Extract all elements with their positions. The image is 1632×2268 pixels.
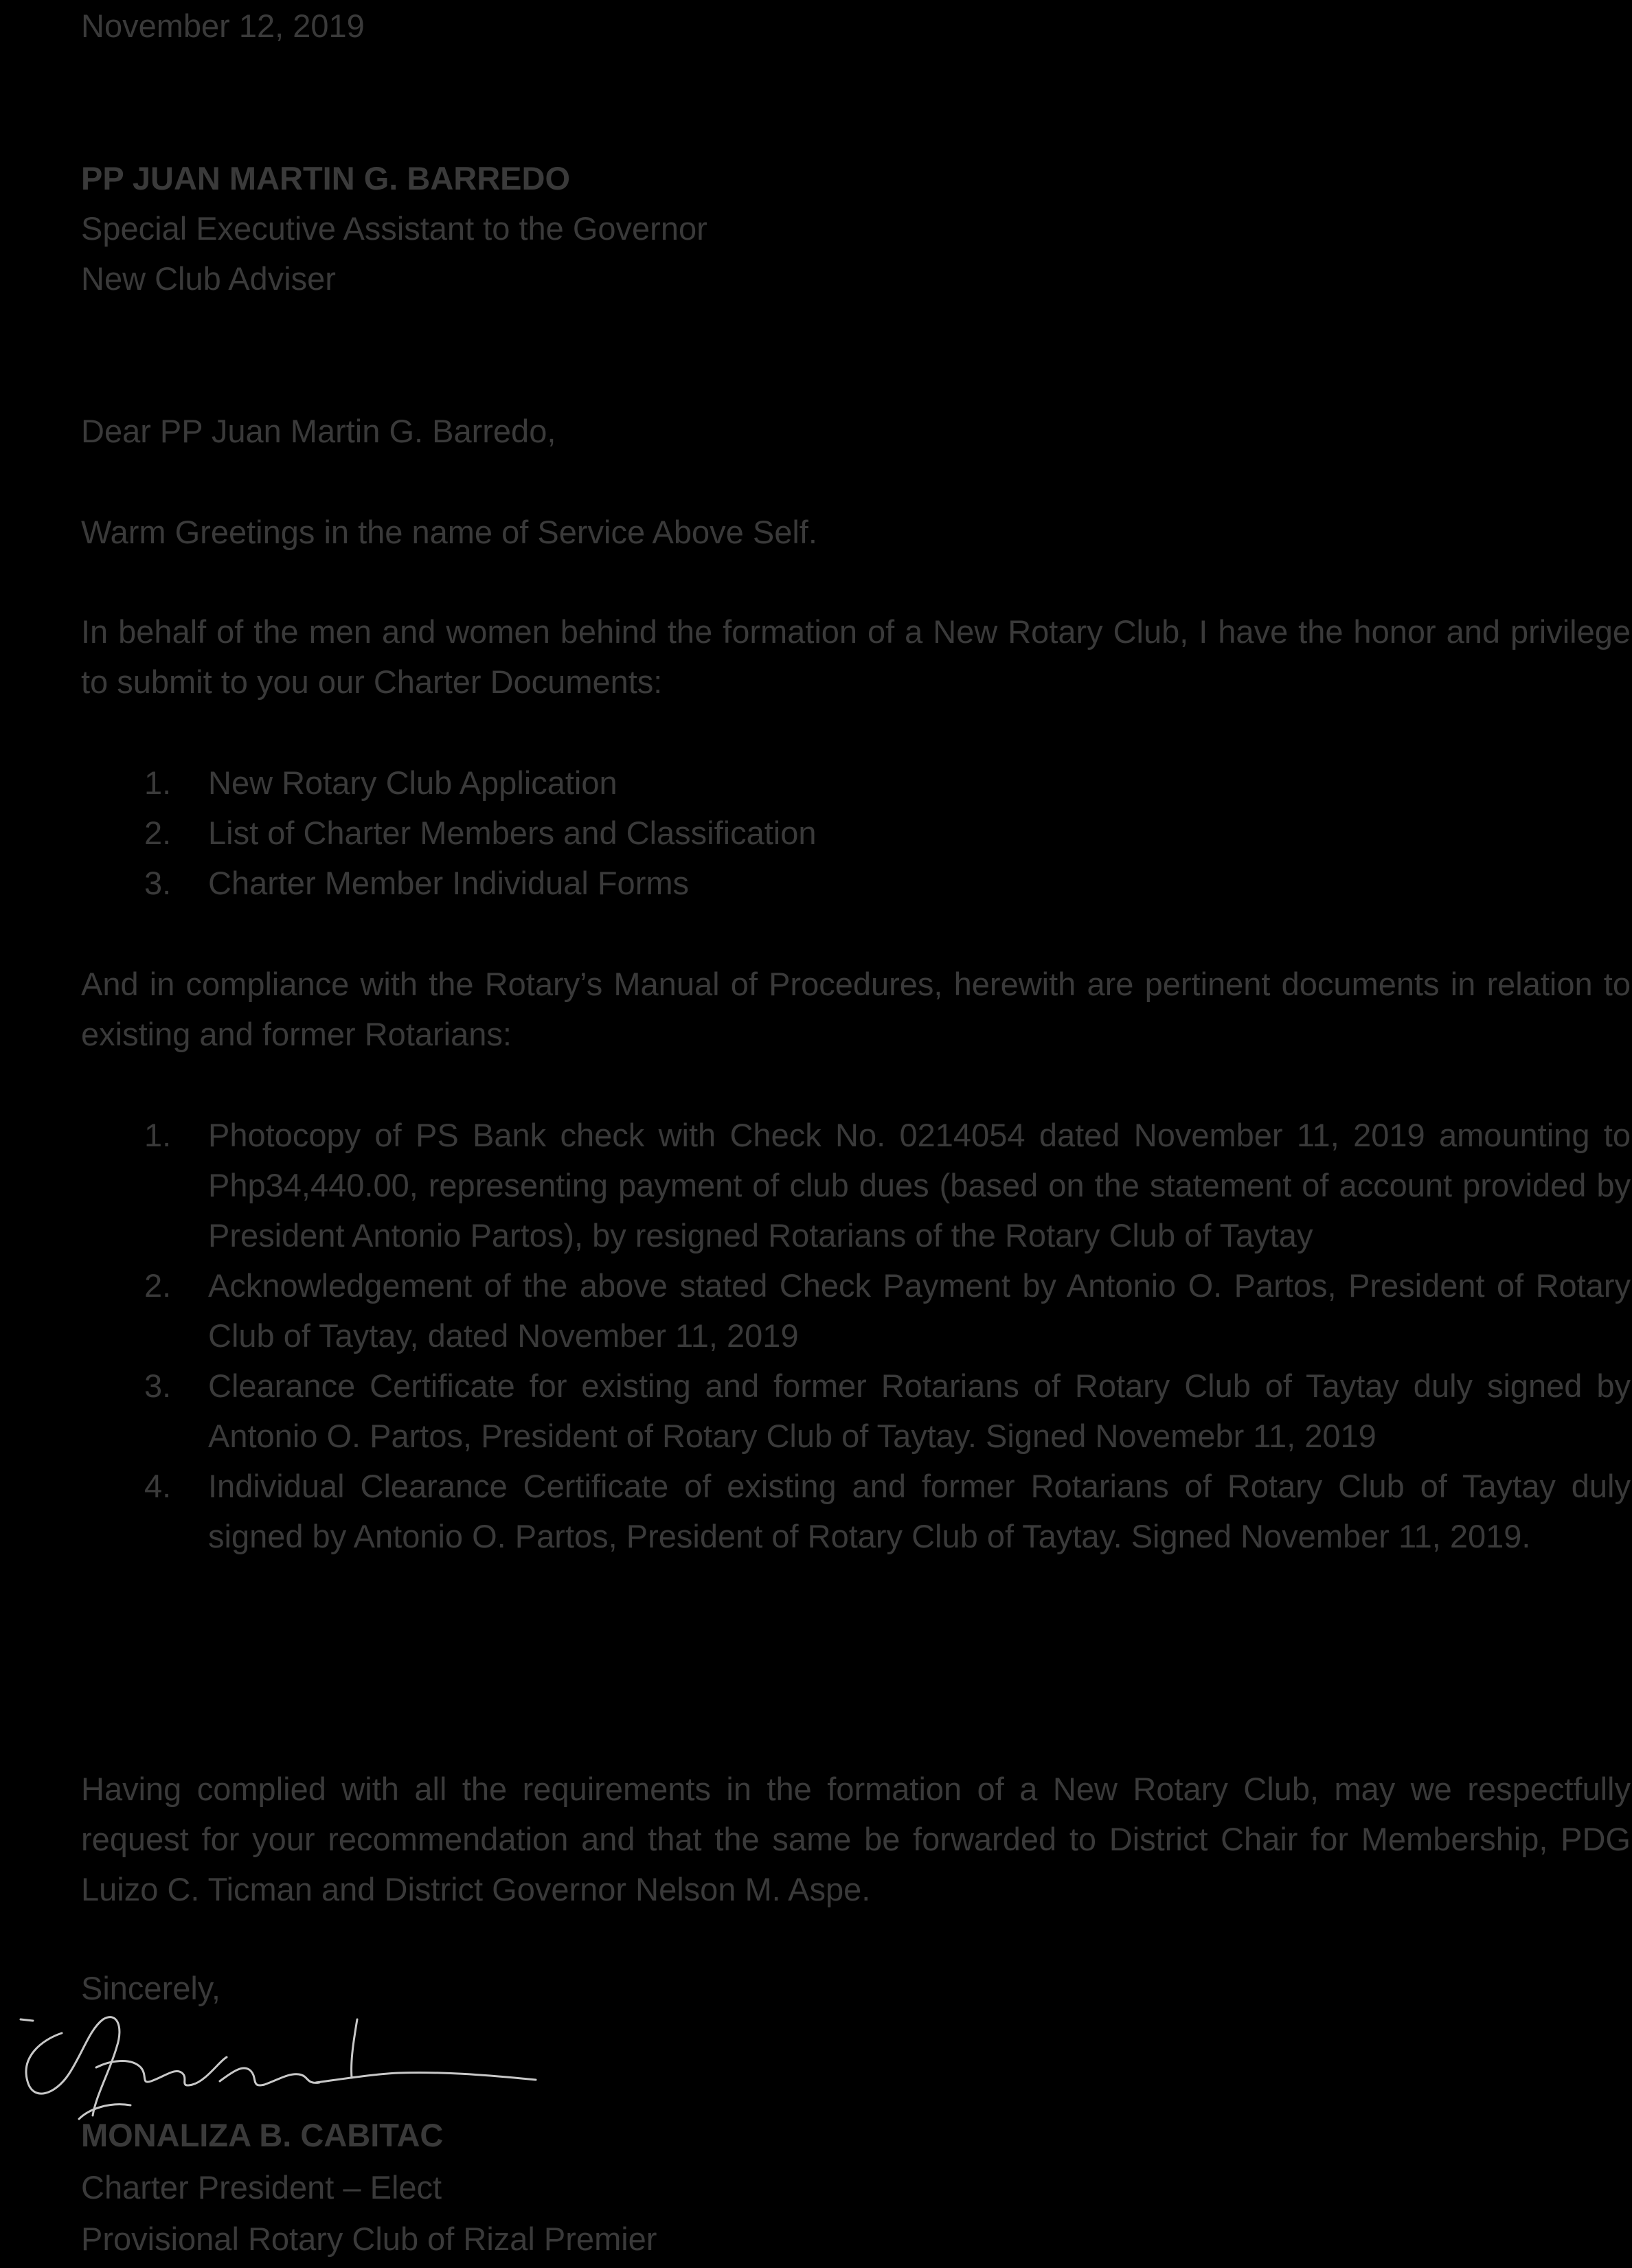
- valediction: Sincerely,: [81, 1970, 220, 2006]
- signatory-title: Charter President – Elect: [81, 2169, 442, 2205]
- signatory-organization: Provisional Rotary Club of Rizal Premier: [81, 2221, 657, 2257]
- list-item: 4. Individual Clearance Certificate of existing and former Rotarians of Rotary Club of Taytay duly signed by Antonio O. Partos, President of Rotary Club of Taytay. Signed November 11, 2019.: [144, 1468, 1631, 1554]
- letter-date: November 12, 2019: [81, 8, 365, 44]
- list-item: 3. Clearance Certificate for existing and former Rotarians of Rotary Club of Taytay duly signed by Antonio O. Partos, President of Rotary Club of Taytay. Signed Novemebr 11, 2019: [144, 1368, 1631, 1454]
- pertinent-documents-list: [81, 1110, 1631, 1561]
- recipient-role: New Club Adviser: [81, 260, 336, 297]
- recipient-name: PP JUAN MARTIN G. BARREDO: [81, 160, 571, 196]
- signatory-name: MONALIZA B. CABITAC: [81, 2117, 444, 2153]
- closing-paragraph: Having complied with all the requirements in the formation of a New Rotary Club, may we respectfully request for your recommendation and that the same be forwarded to District Chair for Membership, PDG Luizo C. Ticman and District Governor Nelson M. Aspe.: [81, 1771, 1631, 1907]
- recipient-title: Special Executive Assistant to the Governor: [81, 210, 707, 247]
- salutation: Dear PP Juan Martin G. Barredo,: [81, 413, 556, 449]
- list-item: 1. New Rotary Club Application: [144, 764, 617, 801]
- list-item: 2. Acknowledgement of the above stated Check Payment by Antonio O. Partos, President of Rotary Club of Taytay, dated November 11, 2019: [144, 1267, 1631, 1354]
- compliance-paragraph: And in compliance with the Rotary’s Manual of Procedures, herewith are pertinent documents in relation to existing and former Rotarians:: [81, 966, 1631, 1052]
- list-item: 1. Photocopy of PS Bank check with Check No. 0214054 dated November 11, 2019 amounting to Php34,440.00, representing payment of club dues (based on the statement of account provided by President Antonio Partos), by resigned Rotarians of the Rotary Club of Taytay: [144, 1117, 1631, 1254]
- intro-paragraph: In behalf of the men and women behind the formation of a New Rotary Club, I have the honor and privilege to submit to you our Charter Documents:: [81, 613, 1631, 700]
- handwritten-signature: [14, 1992, 549, 2129]
- greeting-line: Warm Greetings in the name of Service Above Self.: [81, 514, 817, 550]
- list-item: 2. List of Charter Members and Classification: [144, 815, 817, 851]
- charter-documents-list: [81, 758, 1631, 908]
- list-item: 3. Charter Member Individual Forms: [144, 865, 689, 901]
